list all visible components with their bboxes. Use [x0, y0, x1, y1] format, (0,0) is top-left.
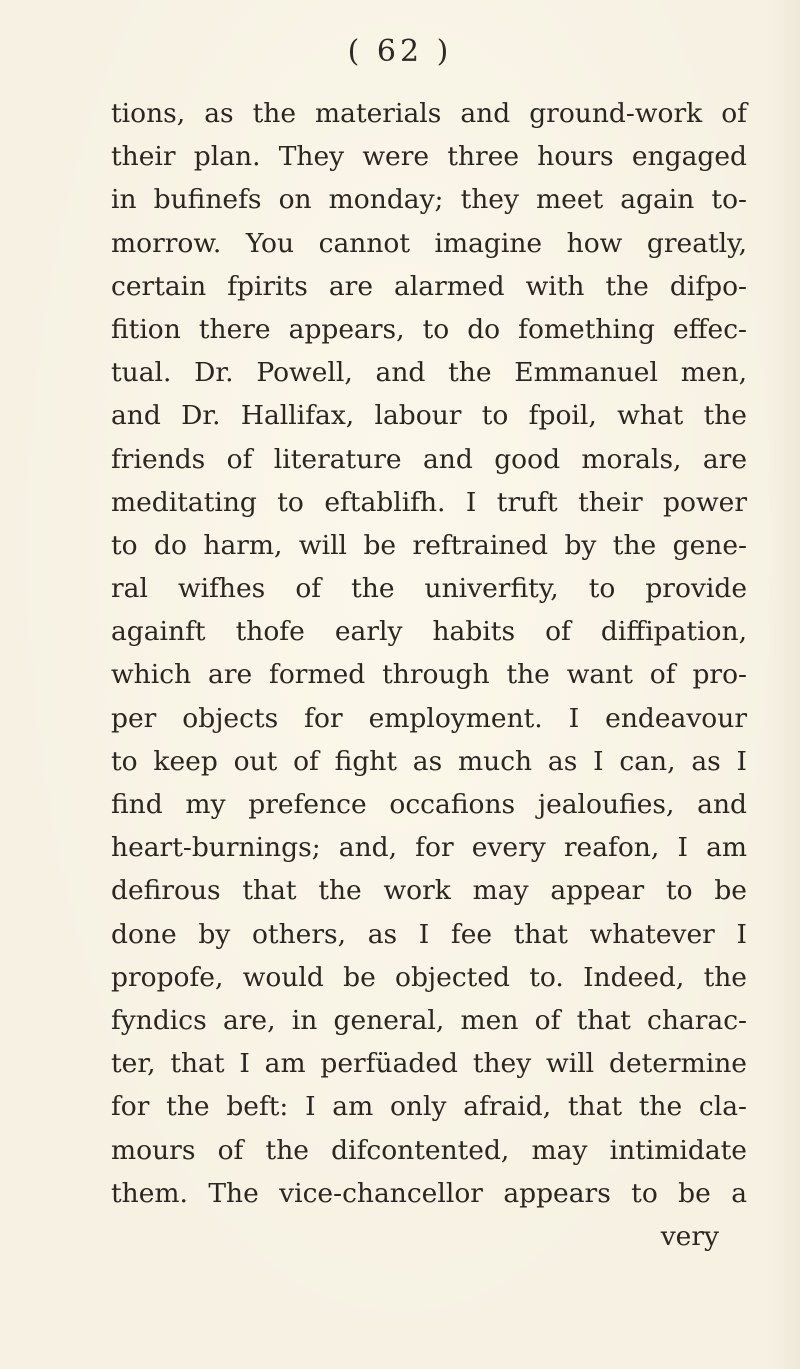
- page-number: ( 62 ): [347, 34, 453, 69]
- text-line: defirous that the work may appear to be: [111, 875, 747, 907]
- text-line: ral wifhes of the univerfity, to provide: [111, 573, 747, 605]
- text-line: per objects for employment. I endeavour: [111, 702, 747, 734]
- text-line: meditating to eftablifh. I truft their power: [111, 486, 747, 518]
- text-line: heart-burnings; and, for every reafon, I am: [111, 832, 747, 864]
- text-line: fition there appears, to do fomething effec-: [111, 313, 747, 345]
- text-line: to do harm, will be reftrained by the gene-: [111, 529, 747, 561]
- body-text: [111, 92, 747, 1258]
- text-line: which are formed through the want of pro-: [111, 659, 747, 691]
- text-line: them. The vice-chancellor appears to be a: [111, 1177, 747, 1209]
- text-line: find my prefence occafions jealoufies, and: [111, 789, 747, 820]
- text-line: and Dr. Hallifax, labour to fpoil, what the: [111, 400, 747, 432]
- text-line: mours of the difcontented, may intimidate: [111, 1134, 747, 1166]
- text-line: to keep out of fight as much as I can, as I: [111, 745, 747, 777]
- text-line: certain fpirits are alarmed with the difpo-: [111, 270, 747, 302]
- text-line: tual. Dr. Powell, and the Emmanuel men,: [111, 357, 747, 389]
- text-line: fyndics are, in general, men of that charac-: [111, 1004, 747, 1036]
- text-line: their plan. They were three hours engaged: [111, 141, 747, 173]
- text-line: in bufinefs on monday; they meet again to-: [111, 184, 747, 216]
- text-line: friends of literature and good morals, are: [111, 443, 747, 475]
- text-line: for the beft: I am only afraid, that the cla-: [111, 1091, 747, 1123]
- text-line: tions, as the materials and ground-work of: [111, 98, 747, 129]
- text-line: done by others, as I fee that whatever I: [111, 918, 747, 950]
- text-line: againft thofe early habits of diffipation,: [111, 616, 747, 648]
- catchword: very: [660, 1220, 719, 1252]
- text-line: morrow. You cannot imagine how greatly,: [111, 227, 747, 259]
- text-line: propofe, would be objected to. Indeed, the: [111, 961, 747, 993]
- text-line: ter, that I am perfüaded they will determine: [111, 1048, 747, 1080]
